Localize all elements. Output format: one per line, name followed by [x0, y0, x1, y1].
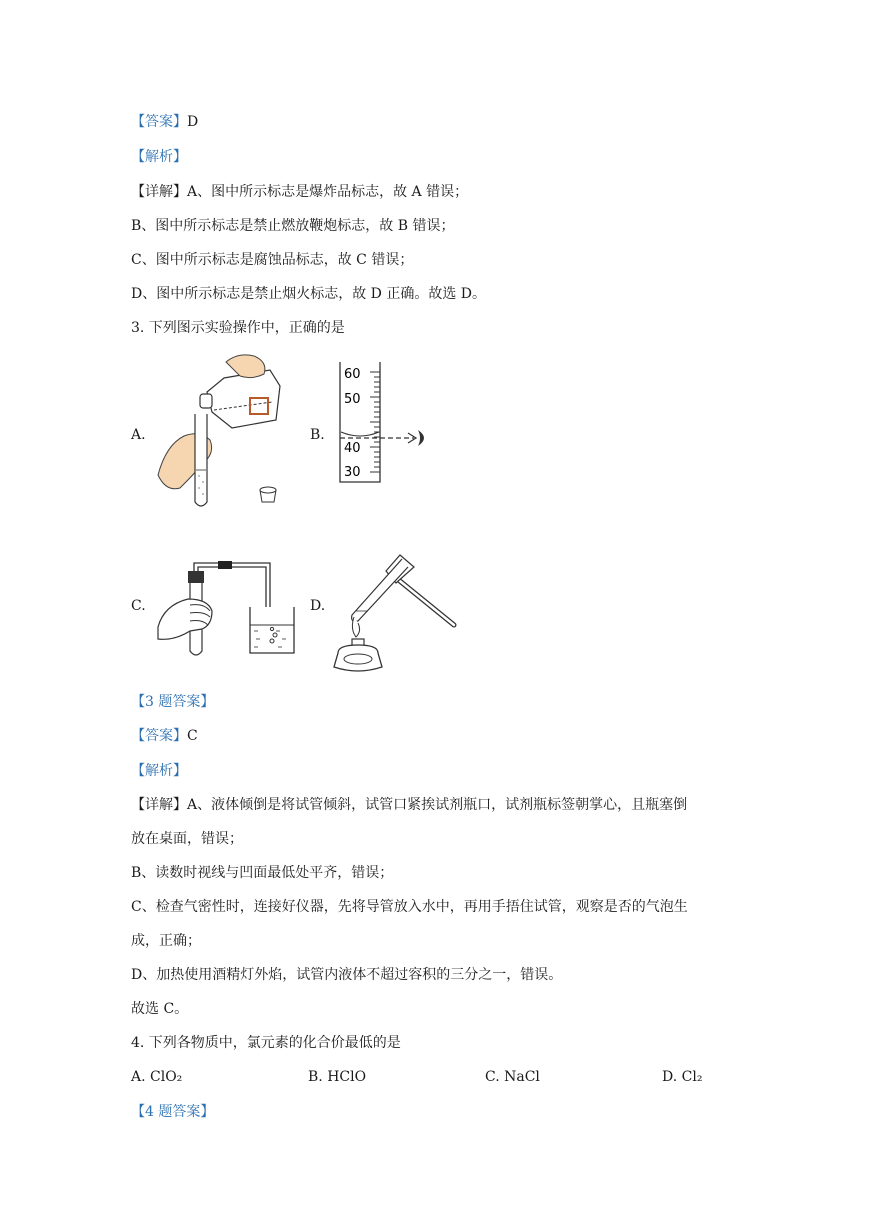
q3-detail-line3: B、读数时视线与凹面最低处平齐，错误； [131, 865, 394, 881]
q3-option-d-label: D. [310, 598, 326, 614]
detail-tag: 【详解】 [131, 797, 187, 813]
q3-detail-line7: 故选 C。 [131, 1001, 189, 1017]
q4-option-b: B. HClO [308, 1069, 367, 1085]
pouring-liquid-figure [152, 350, 287, 515]
q3-answer-header: 【3 题答案】 [131, 694, 215, 710]
tick-label-40: 40 [344, 441, 361, 456]
airtightness-check-figure [154, 555, 300, 660]
q2-answer [131, 112, 198, 132]
q2-detail-line1 [131, 182, 468, 202]
q3-analysis-tag: 【解析】 [131, 763, 187, 779]
q3-detail-line1 [131, 795, 687, 815]
q4-option-a: A. ClO₂ [131, 1069, 183, 1085]
q3-detail-line5: 成，正确； [131, 933, 201, 949]
q2-detail-line2: B、图中所示标志是禁止燃放鞭炮标志，故 B 错误； [131, 218, 455, 234]
graduated-cylinder-figure [336, 360, 436, 485]
tick-label-30: 30 [344, 465, 361, 480]
answer-value: C [187, 728, 198, 744]
q2-detail-line4: D、图中所示标志是禁止烟火标志，故 D 正确。故选 D。 [131, 286, 487, 302]
q3-option-c-label: C. [131, 598, 146, 614]
q3-detail-line6: D、加热使用酒精灯外焰，试管内液体不超过容积的三分之一，错误。 [131, 967, 563, 983]
q2-analysis-tag: 【解析】 [131, 149, 187, 165]
q4-answer-header: 【4 题答案】 [131, 1104, 215, 1120]
detail-text: A、图中所示标志是爆炸品标志，故 A 错误； [187, 184, 469, 200]
heating-liquid-figure [330, 545, 462, 675]
q3-stem: 3. 下列图示实验操作中，正确的是 [131, 320, 345, 336]
q3-option-b-label: B. [310, 427, 325, 443]
detail-text: A、液体倾倒是将试管倾斜，试管口紧挨试剂瓶口，试剂瓶标签朝掌心，且瓶塞倒 [187, 797, 688, 813]
q2-detail-line3: C、图中所示标志是腐蚀品标志，故 C 错误； [131, 252, 414, 268]
q4-stem: 4. 下列各物质中，氯元素的化合价最低的是 [131, 1035, 401, 1051]
q3-option-a-label: A. [131, 427, 146, 443]
q4-option-c: C. NaCl [485, 1069, 540, 1085]
q3-answer [131, 726, 198, 746]
answer-tag: 【答案】 [131, 114, 187, 130]
tick-label-50: 50 [344, 392, 361, 407]
q3-detail-line2: 放在桌面，错误； [131, 831, 243, 847]
detail-tag: 【详解】 [131, 184, 187, 200]
tick-label-60: 60 [344, 367, 361, 382]
q4-option-d: D. Cl₂ [662, 1069, 703, 1085]
answer-tag: 【答案】 [131, 728, 187, 744]
q3-detail-line4: C、检查气密性时，连接好仪器，先将导管放入水中，再用手捂住试管，观察是否的气泡生 [131, 899, 688, 915]
answer-value: D [187, 114, 199, 130]
